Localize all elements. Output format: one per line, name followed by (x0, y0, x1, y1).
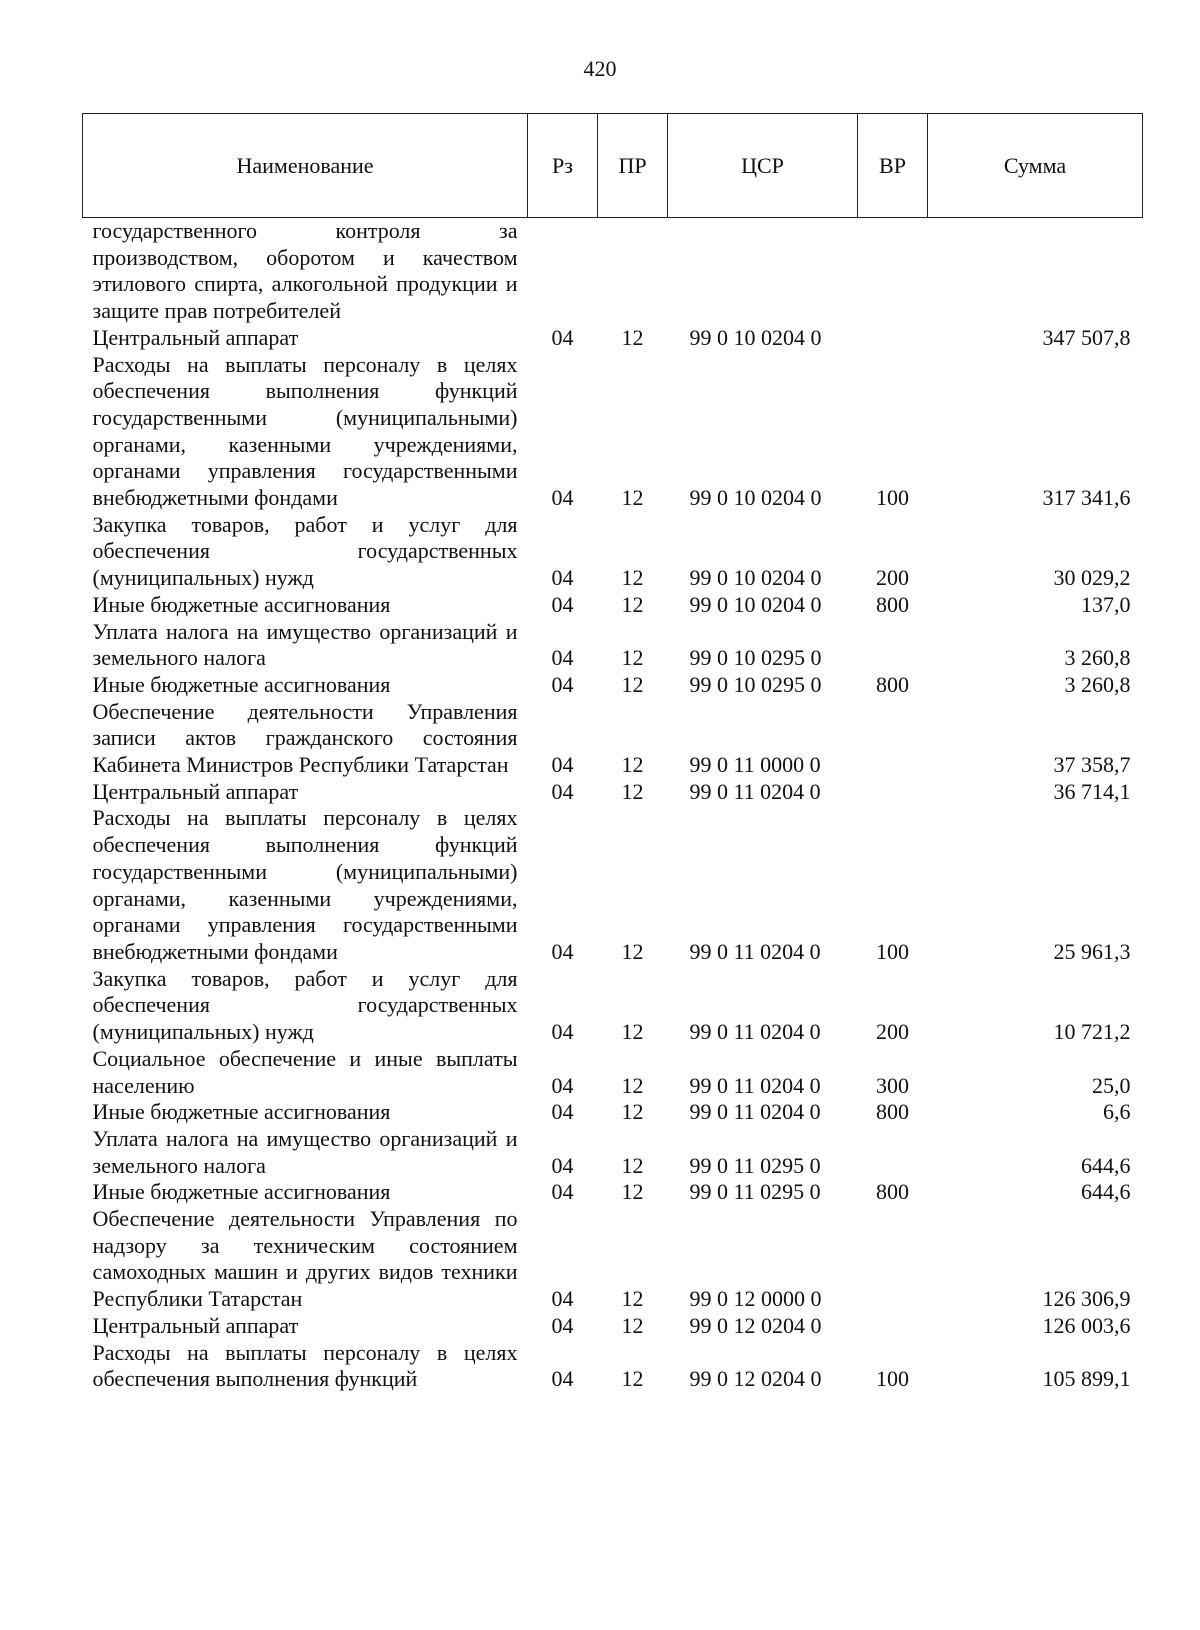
header-vr: ВР (858, 114, 928, 218)
cell-rz: 04 (551, 1099, 574, 1125)
cell-pr: 12 (621, 752, 644, 778)
header-pr: ПР (598, 114, 668, 218)
cell-vr: 200 (876, 1019, 909, 1045)
cell-sum (928, 218, 1143, 325)
cell-vr: 800 (876, 591, 909, 617)
cell-name: Центральный аппарат (92, 324, 299, 350)
cell-rz: 04 (551, 1179, 574, 1205)
cell-vr: 100 (876, 485, 909, 511)
cell-name: Иные бюджетные ассигнования (92, 1179, 391, 1205)
cell-sum: 347 507,8 (1042, 324, 1131, 350)
cell-vr: 800 (876, 1179, 909, 1205)
cell-sum: 30 029,2 (1053, 565, 1131, 591)
cell-pr: 12 (621, 1152, 644, 1178)
cell-csr: 99 0 12 0204 0 (689, 1366, 822, 1392)
cell-sum: 37 358,7 (1053, 752, 1131, 778)
cell-name: Центральный аппарат (92, 778, 299, 804)
cell-csr: 99 0 10 0204 0 (689, 485, 822, 511)
cell-csr: 99 0 11 0204 0 (689, 778, 821, 804)
cell-csr: 99 0 11 0204 0 (689, 938, 821, 964)
cell-sum: 317 341,6 (1042, 485, 1131, 511)
cell-csr: 99 0 11 0000 0 (689, 752, 821, 778)
cell-vr (858, 619, 928, 672)
cell-pr: 12 (621, 671, 644, 697)
table-row (83, 592, 1143, 619)
cell-pr: 12 (621, 938, 644, 964)
table-row (83, 672, 1143, 699)
cell-csr: 99 0 10 0204 0 (689, 591, 822, 617)
table-row (83, 1206, 1143, 1313)
header-csr: ЦСР (668, 114, 858, 218)
cell-name: Уплата налога на имущество организаций и земельного налога (92, 1125, 518, 1178)
table-row (83, 1099, 1143, 1126)
table-row (83, 1313, 1143, 1340)
cell-vr (858, 1313, 928, 1340)
header-row (83, 114, 1143, 218)
cell-rz: 04 (551, 938, 574, 964)
cell-vr: 100 (876, 938, 909, 964)
cell-pr: 12 (621, 565, 644, 591)
cell-vr (858, 218, 928, 325)
cell-vr: 800 (876, 671, 909, 697)
cell-csr: 99 0 11 0204 0 (689, 1099, 821, 1125)
cell-pr: 12 (621, 1072, 644, 1098)
cell-pr: 12 (621, 1286, 644, 1312)
budget-table (82, 113, 1143, 1393)
table-row (83, 325, 1143, 352)
cell-sum: 3 260,8 (1064, 671, 1131, 697)
cell-name: Расходы на выплаты персоналу в целях обеспечения выполнения функций (92, 1339, 518, 1392)
cell-pr: 12 (621, 324, 644, 350)
cell-rz: 04 (551, 671, 574, 697)
cell-sum: 36 714,1 (1053, 778, 1131, 804)
cell-vr: 100 (876, 1366, 909, 1392)
page-number: 420 (583, 56, 617, 81)
cell-vr (858, 779, 928, 806)
cell-rz: 04 (551, 1072, 574, 1098)
cell-sum: 126 306,9 (1042, 1286, 1131, 1312)
table-row (83, 218, 1143, 325)
cell-pr: 12 (621, 1099, 644, 1125)
cell-rz: 04 (551, 565, 574, 591)
cell-csr (668, 218, 858, 325)
cell-pr: 12 (621, 645, 644, 671)
cell-rz: 04 (551, 485, 574, 511)
table-row (83, 512, 1143, 592)
cell-pr: 12 (621, 1312, 644, 1338)
cell-pr (598, 218, 668, 325)
header-name: Наименование (83, 114, 528, 218)
table-row (83, 1046, 1143, 1099)
cell-name: Иные бюджетные ассигнования (92, 671, 391, 697)
cell-sum: 105 899,1 (1042, 1366, 1131, 1392)
cell-csr: 99 0 10 0295 0 (689, 645, 822, 671)
cell-csr: 99 0 11 0204 0 (689, 1072, 821, 1098)
cell-pr: 12 (621, 485, 644, 511)
cell-sum: 644,6 (1081, 1179, 1131, 1205)
cell-rz: 04 (551, 1312, 574, 1338)
cell-csr: 99 0 10 0204 0 (689, 324, 822, 350)
cell-vr: 300 (876, 1072, 909, 1098)
cell-sum: 137,0 (1081, 591, 1131, 617)
cell-rz: 04 (551, 1019, 574, 1045)
cell-rz: 04 (551, 645, 574, 671)
cell-csr: 99 0 11 0295 0 (689, 1152, 821, 1178)
cell-name: Иные бюджетные ассигнования (92, 591, 391, 617)
cell-sum: 126 003,6 (1042, 1312, 1131, 1338)
cell-name: Центральный аппарат (92, 1312, 299, 1338)
cell-vr: 800 (876, 1099, 909, 1125)
cell-name: Обеспечение деятельности Управления по надзору за техническим состоянием самоходных машин и других видов техники Республики Татарстан (92, 1206, 518, 1312)
cell-sum: 25,0 (1092, 1072, 1131, 1098)
cell-vr: 200 (876, 565, 909, 591)
cell-pr: 12 (621, 1019, 644, 1045)
cell-csr: 99 0 11 0204 0 (689, 1019, 821, 1045)
cell-sum: 6,6 (1103, 1099, 1131, 1125)
cell-pr: 12 (621, 1366, 644, 1392)
cell-rz: 04 (551, 591, 574, 617)
cell-csr: 99 0 10 0204 0 (689, 565, 822, 591)
cell-name: Расходы на выплаты персоналу в целях обеспечения выполнения функций государственными (муниципальными) органами, казенными учреждениями, органами управления государственными внебюджетными фондами (92, 805, 518, 964)
table-row (83, 779, 1143, 806)
cell-name: государственного контроля за производством, оборотом и качеством этилового спирта, алкогольной продукции и защите прав потребителей (92, 218, 518, 324)
cell-rz: 04 (551, 1152, 574, 1178)
cell-vr (858, 699, 928, 779)
cell-name: Обеспечение деятельности Управления записи актов гражданского состояния Кабинета Министров Республики Татарстан (92, 698, 518, 778)
cell-sum: 3 260,8 (1064, 645, 1131, 671)
table-row (83, 966, 1143, 1046)
cell-csr: 99 0 11 0295 0 (689, 1179, 821, 1205)
table-row (83, 805, 1143, 965)
cell-vr (858, 1206, 928, 1313)
table-row (83, 619, 1143, 672)
cell-name: Закупка товаров, работ и услуг для обеспечения государственных (муниципальных) нужд (92, 965, 518, 1045)
cell-rz: 04 (551, 1366, 574, 1392)
cell-name: Закупка товаров, работ и услуг для обеспечения государственных (муниципальных) нужд (92, 511, 518, 591)
table-body (83, 218, 1143, 1393)
cell-sum: 25 961,3 (1053, 938, 1131, 964)
cell-rz: 04 (551, 778, 574, 804)
table-row (83, 1179, 1143, 1206)
cell-csr: 99 0 12 0000 0 (689, 1286, 822, 1312)
cell-name: Социальное обеспечение и иные выплаты населению (92, 1045, 518, 1098)
cell-vr (858, 1126, 928, 1179)
cell-rz: 04 (551, 752, 574, 778)
table-row (83, 1340, 1143, 1393)
header-rz: Рз (528, 114, 598, 218)
cell-name: Расходы на выплаты персоналу в целях обеспечения выполнения функций государственными (муниципальными) органами, казенными учреждениями, органами управления государственными внебюджетными фондами (92, 351, 518, 511)
cell-pr: 12 (621, 1179, 644, 1205)
cell-rz: 04 (551, 1286, 574, 1312)
header-sum: Сумма (928, 114, 1143, 218)
cell-vr (858, 325, 928, 352)
table-header (83, 114, 1143, 218)
cell-sum: 10 721,2 (1053, 1019, 1131, 1045)
cell-name: Иные бюджетные ассигнования (92, 1099, 391, 1125)
cell-rz: 04 (551, 324, 574, 350)
cell-csr: 99 0 12 0204 0 (689, 1312, 822, 1338)
cell-pr: 12 (621, 778, 644, 804)
cell-sum: 644,6 (1081, 1152, 1131, 1178)
table-row (83, 699, 1143, 779)
table-row (83, 1126, 1143, 1179)
cell-pr: 12 (621, 591, 644, 617)
cell-csr: 99 0 10 0295 0 (689, 671, 822, 697)
cell-rz (528, 218, 598, 325)
table-row (83, 352, 1143, 512)
cell-name: Уплата налога на имущество организаций и земельного налога (92, 618, 518, 671)
